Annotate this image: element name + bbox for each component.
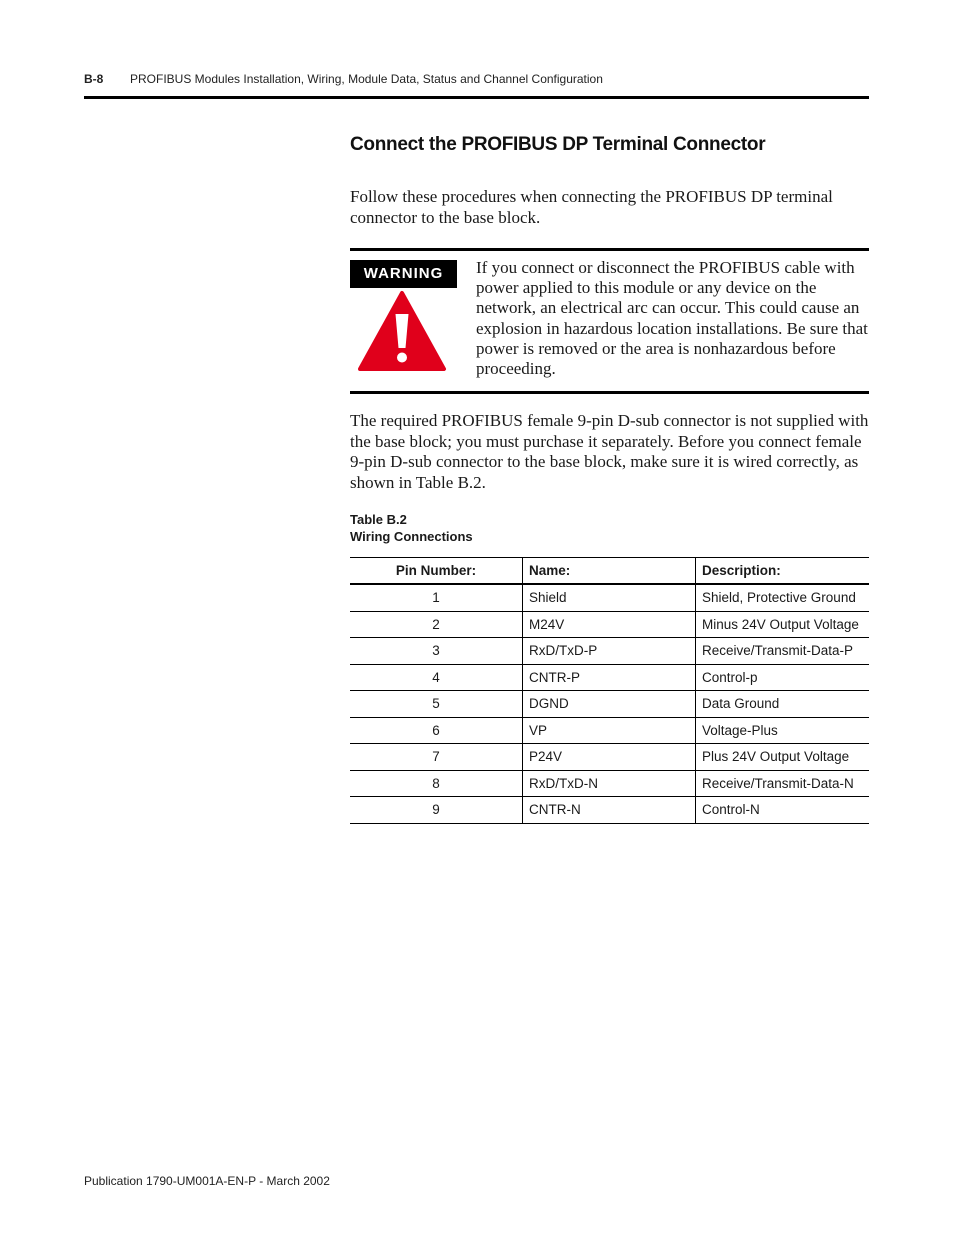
- table-row: [350, 717, 869, 744]
- running-title: PROFIBUS Modules Installation, Wiring, Module Data, Status and Channel Configuration: [130, 72, 603, 86]
- table-row: [350, 691, 869, 718]
- table-row: [350, 664, 869, 691]
- warning-bottom-rule: [350, 391, 869, 394]
- name-cell: M24V: [523, 611, 696, 638]
- pin-cell: 3: [350, 638, 523, 665]
- table-row: [350, 638, 869, 665]
- table-title: Wiring Connections: [350, 529, 473, 544]
- table-row: [350, 611, 869, 638]
- warning-triangle-icon: [357, 290, 447, 372]
- column-header-name: Name:: [523, 558, 696, 585]
- description-cell: Receive/Transmit-Data-P: [696, 638, 870, 665]
- description-cell: Plus 24V Output Voltage: [696, 744, 870, 771]
- name-cell: Shield: [523, 584, 696, 611]
- pin-cell: 6: [350, 717, 523, 744]
- table-header-row: [350, 558, 869, 585]
- pin-cell: 1: [350, 584, 523, 611]
- publication-footer: Publication 1790-UM001A-EN-P - March 2002: [84, 1174, 330, 1188]
- description-cell: Control-N: [696, 797, 870, 824]
- header-rule: [84, 96, 869, 99]
- name-cell: VP: [523, 717, 696, 744]
- description-cell: Receive/Transmit-Data-N: [696, 770, 870, 797]
- name-cell: CNTR-N: [523, 797, 696, 824]
- warning-label: WARNING: [350, 260, 457, 288]
- column-header-pin: Pin Number:: [350, 558, 523, 585]
- table-row: [350, 797, 869, 824]
- pin-cell: 2: [350, 611, 523, 638]
- warning-top-rule: [350, 248, 869, 251]
- description-cell: Shield, Protective Ground: [696, 584, 870, 611]
- running-header: [84, 72, 869, 86]
- pin-cell: 7: [350, 744, 523, 771]
- page-number: B-8: [84, 72, 104, 86]
- table-caption: [350, 511, 473, 545]
- column-header-description: Description:: [696, 558, 870, 585]
- name-cell: DGND: [523, 691, 696, 718]
- pin-cell: 4: [350, 664, 523, 691]
- description-cell: Control-p: [696, 664, 870, 691]
- pin-cell: 8: [350, 770, 523, 797]
- description-cell: Voltage-Plus: [696, 717, 870, 744]
- table-row: [350, 744, 869, 771]
- pin-cell: 9: [350, 797, 523, 824]
- name-cell: RxD/TxD-P: [523, 638, 696, 665]
- description-cell: Minus 24V Output Voltage: [696, 611, 870, 638]
- table-number: Table B.2: [350, 512, 407, 527]
- table-row: [350, 770, 869, 797]
- name-cell: CNTR-P: [523, 664, 696, 691]
- description-cell: Data Ground: [696, 691, 870, 718]
- name-cell: RxD/TxD-N: [523, 770, 696, 797]
- pin-cell: 5: [350, 691, 523, 718]
- table-row: [350, 584, 869, 611]
- connector-paragraph: The required PROFIBUS female 9-pin D-sub connector is not supplied with the base block; you must purchase it separately. Before you connect female 9-pin D-sub connector to the base block, make sure it is wired correctly, as shown in Table B.2.: [350, 411, 869, 492]
- intro-paragraph: Follow these procedures when connecting the PROFIBUS DP terminal connector to the base block.: [350, 187, 833, 227]
- section-title: Connect the PROFIBUS DP Terminal Connector: [350, 134, 766, 155]
- wiring-table: [350, 557, 869, 824]
- name-cell: P24V: [523, 744, 696, 771]
- warning-text: If you connect or disconnect the PROFIBUS cable with power applied to this module or any device on the network, an electrical arc can occur. This could cause an explosion in hazardous location installations. Be sure that power is removed or the area is nonhazardous before proceeding.: [476, 258, 868, 379]
